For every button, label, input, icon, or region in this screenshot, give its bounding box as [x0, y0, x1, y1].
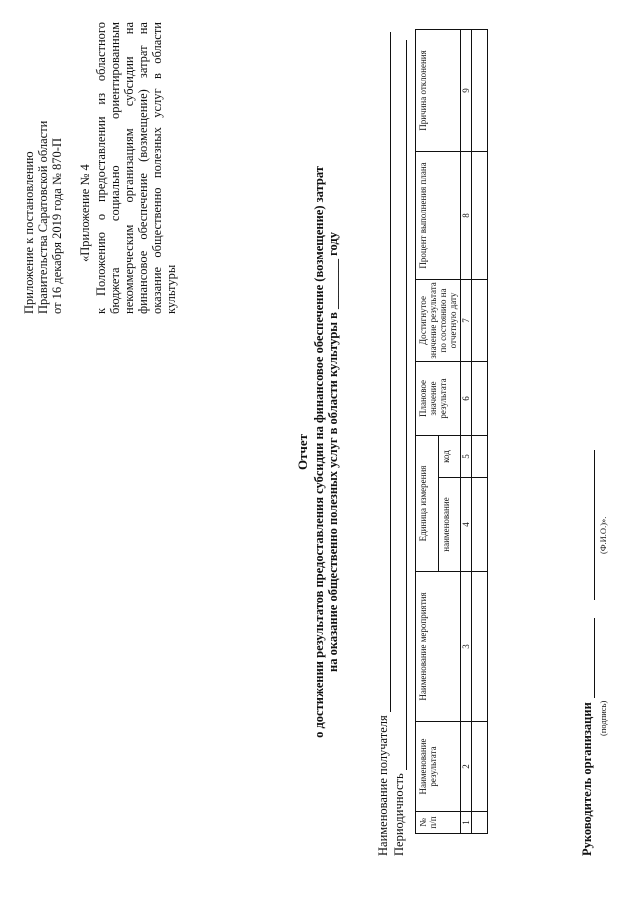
report-title-line-1: о достижении результатов предоставления субсидии на финансовое обеспечение (возмещение) затрат	[312, 166, 326, 738]
column-number: 3	[461, 572, 472, 722]
table-cell[interactable]	[472, 572, 488, 722]
column-number: 6	[461, 361, 472, 435]
table-row	[472, 29, 488, 833]
report-title	[296, 122, 340, 782]
table-cell[interactable]	[472, 279, 488, 361]
signature-label: Руководитель организации	[580, 702, 594, 856]
table-cell[interactable]	[472, 29, 488, 151]
table-cell[interactable]	[472, 812, 488, 834]
appendix-line-3: от 16 декабря 2019 года № 870-П	[50, 138, 64, 314]
column-number: 7	[461, 279, 472, 361]
header-unit-name: наименование	[438, 478, 461, 572]
appendix-line-2: Правительства Саратовской области	[36, 120, 50, 314]
appendix-block	[22, 22, 178, 314]
table-cell[interactable]	[472, 478, 488, 572]
results-table	[415, 29, 488, 834]
report-word: Отчет	[295, 434, 310, 470]
recipient-label: Наименование получателя	[376, 715, 390, 856]
name-caption-text: (Ф.И.О.)	[598, 522, 608, 554]
recipient-field	[376, 32, 391, 856]
header-unit: Единица измерения	[416, 435, 439, 571]
table-cell[interactable]	[472, 435, 488, 477]
signature-block	[580, 216, 595, 856]
column-number: 2	[461, 722, 472, 812]
table-cell[interactable]	[472, 151, 488, 279]
periodicity-underline[interactable]	[394, 40, 407, 770]
signature-caption: (подпись)	[598, 700, 608, 736]
column-number: 5	[461, 435, 472, 477]
header-unit-code: код	[438, 435, 461, 477]
column-number: 8	[461, 151, 472, 279]
header-planned: Плановое значение результата	[416, 361, 461, 435]
header-achieved: Достигнутое значение результата по состоянию на отчетную дату	[416, 279, 461, 361]
periodicity-label: Периодичность	[392, 773, 406, 856]
periodicity-field	[392, 40, 407, 856]
header-reason: Причина отклонения	[416, 29, 461, 151]
recipient-underline[interactable]	[378, 32, 391, 712]
name-line[interactable]	[582, 450, 595, 600]
header-event-name: Наименование мероприятия	[416, 572, 461, 722]
appendix-quote-title: «Приложение № 4	[78, 164, 92, 262]
table-cell[interactable]	[472, 722, 488, 812]
column-number: 9	[461, 29, 472, 151]
header-percent: Процент выполнения плана	[416, 151, 461, 279]
column-number: 1	[461, 812, 472, 834]
report-title-line-2: на оказание общественно полезных услуг в области культуры в ________ году	[326, 232, 340, 672]
signature-line[interactable]	[582, 618, 595, 698]
column-number-row	[461, 29, 472, 833]
header-result-name: Наименование результата	[416, 722, 461, 812]
table-cell[interactable]	[472, 361, 488, 435]
closing-quote: ».	[598, 516, 608, 523]
header-num: № п/п	[416, 812, 461, 834]
rotated-document-page	[20, 12, 620, 892]
column-number: 4	[461, 478, 472, 572]
appendix-line-1: Приложение к постановлению	[22, 151, 36, 314]
appendix-description: к Положению о предоставлении из областного бюджета социально ориентированным некоммерческим организациям субсидии на финансовое обеспечение (возмещение) затрат на оказание общественно полезных услуг в области культуры	[94, 22, 178, 314]
name-caption	[598, 517, 608, 554]
